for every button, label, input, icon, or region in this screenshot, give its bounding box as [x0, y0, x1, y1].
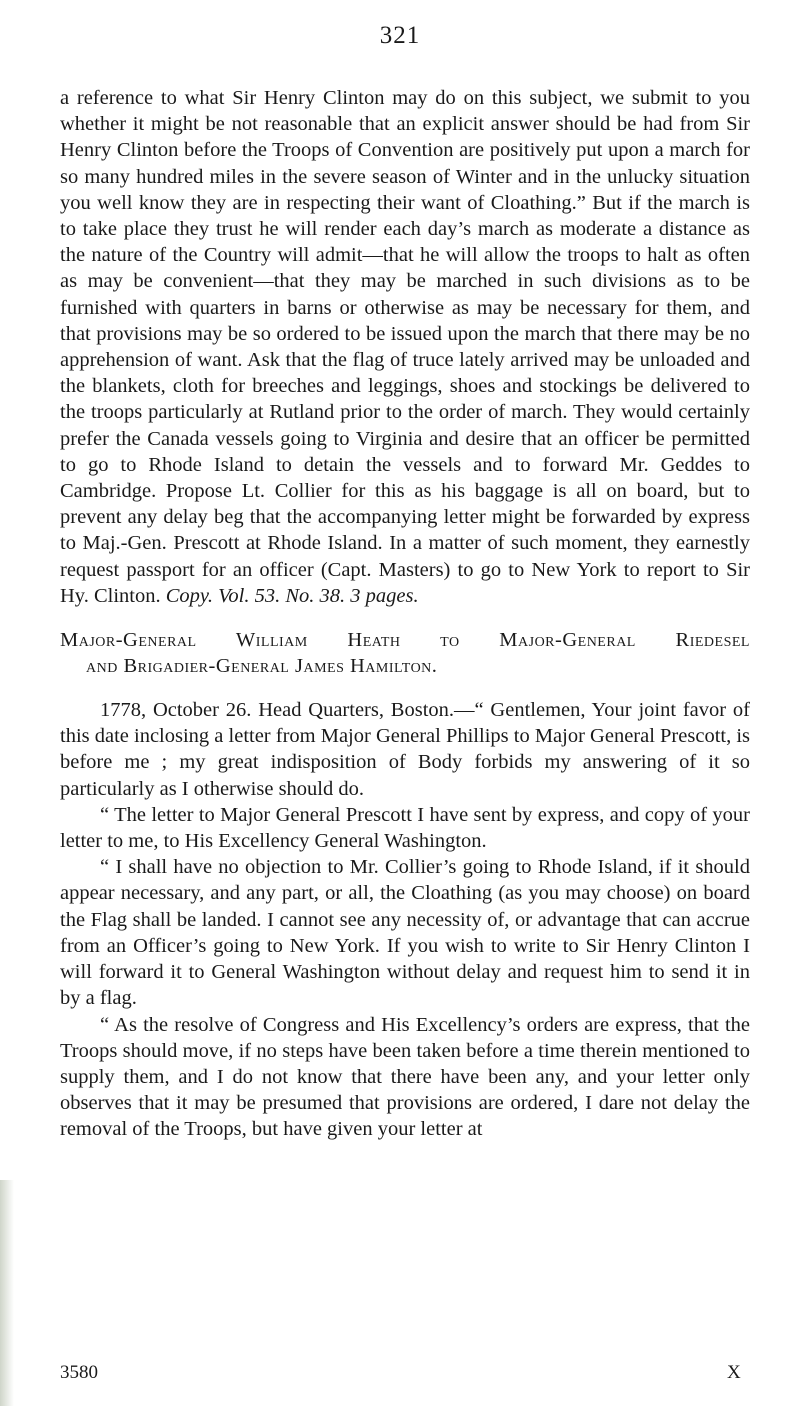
letter-heading [60, 627, 750, 679]
page-number: 321 [379, 22, 421, 49]
letter-paragraph: 1778, October 26. Head Quarters, Boston.—“ Gentlemen, Your joint favor of this date inclosing a letter from Major General Phillips to Major General Prescott, is before me ; my great indisposition of Body forbids my answering of it so particularly as I otherwise should do. [60, 699, 751, 800]
letter-heading-line-1: Major-General William Heath to Major-General Riedesel [60, 629, 750, 652]
body-text [60, 85, 750, 1143]
source-citation: Copy. Vol. 53. No. 38. 3 pages. [165, 584, 419, 607]
intro-paragraph-text: a reference to what Sir Henry Clinton may do on this subject, we submit to you whether it might be not reasonable that an explicit answer should be had from Sir Henry Clinton before the Troops of Convention are positively put upon a march for so many hundred miles in the severe season of Winter and in the unlucky situation you well know they are in respecting their want of Cloathing.” But if the march is to take place they trust he will render each day’s march as moderate a distance as the nature of the Country will admit—that he will allow the troops to halt as often as may be convenient—that they may be marched in such divisions as to be furnished with quarters in barns or otherwise as may be necessary for them, and that provisions may be so ordered to be issued upon the march that there may be no apprehension of want. Ask that the flag of truce lately arrived may be unloaded and the blankets, cloth for breeches and leggings, shoes and stockings be delivered to the troops particularly at Rutland prior to the order of march. They would certainly prefer the Canada vessels going to Virginia and desire that an officer be permitted to go to Rhode Island to detain the vessels and to forward Mr. Geddes to Cambridge. Propose Lt. Collier for this as his baggage is all on board, but to prevent any delay beg that the accompanying letter might be forwarded by express to Maj.-Gen. Prescott at Rhode Island. In a matter of such moment, they earnestly request passport for an officer (Capt. Masters) to go to New York to report to Sir Hy. Clinton. [60, 87, 750, 607]
letter-heading-line-2: and Brigadier-General James Hamilton. [86, 655, 438, 678]
signature-mark: 3580 [60, 1362, 98, 1383]
scan-edge-shadow [0, 1180, 14, 1406]
intro-paragraph [60, 85, 750, 609]
letter-paragraph: “ I shall have no objection to Mr. Collier’s going to Rhode Island, if it should appear necessary, and any part, or all, the Cloathing (as you may choose) on board the Flag shall be landed. I cannot see any necessity of, or advantage that can accrue from an Officer’s going to New York. If you wish to write to Sir Henry Clinton I will forward it to General Washington without delay and request him to send it in by a flag. [60, 856, 750, 1010]
letter-paragraph: “ The letter to Major General Prescott I have sent by express, and copy of your letter to me, to His Excellency General Washington. [60, 803, 750, 853]
letter-paragraph: “ As the resolve of Congress and His Excellency’s orders are express, that the Troops should move, if no steps have been taken before a time therein mentioned to supply them, and I do not know that there have been any, and your letter only observes that it may be presumed that provisions are ordered, I dare not delay the removal of the Troops, but have given your letter at [60, 1013, 750, 1141]
gathering-mark: X [727, 1362, 741, 1383]
